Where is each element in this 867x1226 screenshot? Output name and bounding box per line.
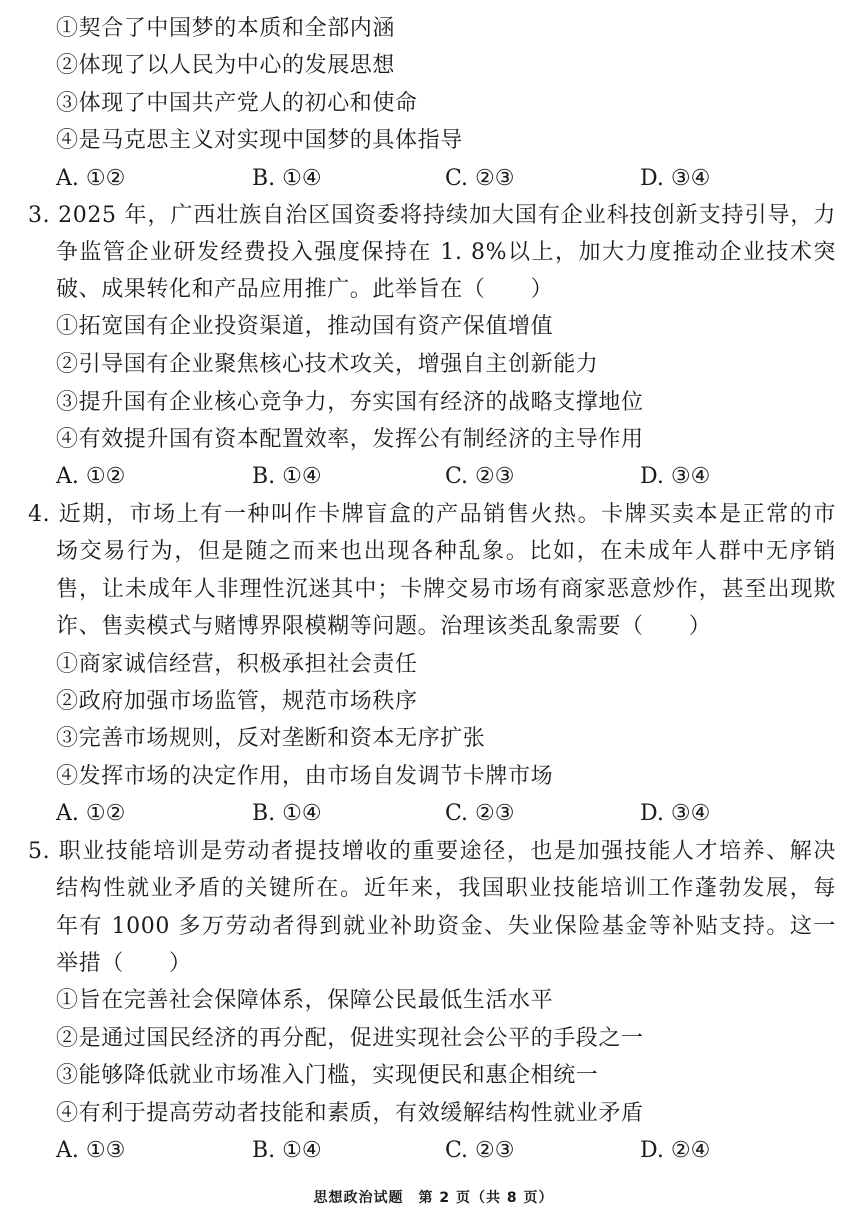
q5-item-3: ③能够降低就业市场准入门槛，实现便民和惠企相统一: [56, 1063, 599, 1088]
q5-option-d: D. ②④: [640, 1138, 711, 1163]
q4-option-a: A. ①②: [56, 801, 126, 826]
q5-item-1: ①旨在完善社会保障体系，保障公民最低生活水平: [56, 988, 554, 1013]
q3-option-c: C. ②③: [445, 464, 515, 489]
q4-stem-line-3: 售，让未成年人非理性沉迷其中；卡牌交易市场有商家恶意炒作，甚至出现欺: [56, 577, 836, 602]
q4-item-3: ③完善市场规则，反对垄断和资本无序扩张: [56, 726, 486, 751]
q5-item-2: ②是通过国民经济的再分配，促进实现社会公平的手段之一: [56, 1026, 644, 1051]
q5-option-a: A. ①③: [56, 1138, 126, 1163]
q3-item-3: ③提升国有企业核心竞争力，夯实国有经济的战略支撑地位: [56, 390, 644, 415]
q3-option-a: A. ①②: [56, 464, 126, 489]
q3-stem-line-3: 破、成果转化和产品应用推广。此举旨在（ ）: [56, 277, 554, 302]
q4-item-4: ④发挥市场的决定作用，由市场自发调节卡牌市场: [56, 764, 554, 789]
q3-stem-line-1: 3. 2025 年，广西壮族自治区国资委将持续加大国有企业科技创新支持引导，力: [28, 203, 836, 228]
q4-stem-line-2: 场交易行为，但是随之而来也出现各种乱象。比如，在未成年人群中无序销: [56, 539, 836, 564]
q4-item-1: ①商家诚信经营，积极承担社会责任: [56, 652, 418, 677]
q3-item-4: ④有效提升国有资本配置效率，发挥公有制经济的主导作用: [56, 427, 644, 452]
q3-stem-line-2: 争监管企业研发经费投入强度保持在 1. 8%以上，加大力度推动企业技术突: [56, 240, 836, 265]
q2-item-4: ④是马克思主义对实现中国梦的具体指导: [56, 128, 463, 153]
q4-option-c: C. ②③: [445, 801, 515, 826]
q3-option-b: B. ①④: [252, 464, 322, 489]
q5-option-b: B. ①④: [252, 1138, 322, 1163]
q2-option-a: A. ①②: [56, 166, 126, 191]
q4-option-b: B. ①④: [252, 801, 322, 826]
q5-stem-line-2: 结构性就业矛盾的关键所在。近年来，我国职业技能培训工作蓬勃发展，每: [56, 876, 836, 901]
q4-stem-line-1: 4. 近期，市场上有一种叫作卡牌盲盒的产品销售火热。卡牌买卖本是正常的市: [28, 502, 836, 527]
q2-option-d: D. ③④: [640, 166, 711, 191]
q4-stem-line-4: 诈、售卖模式与赌博界限模糊等问题。治理该类乱象需要（ ）: [56, 614, 712, 639]
q3-item-1: ①拓宽国有企业投资渠道，推动国有资产保值增值: [56, 314, 554, 339]
q2-item-1: ①契合了中国梦的本质和全部内涵: [56, 16, 396, 41]
q5-item-4: ④有利于提高劳动者技能和素质，有效缓解结构性就业矛盾: [56, 1101, 644, 1126]
q3-option-d: D. ③④: [640, 464, 711, 489]
q5-stem-line-4: 举措（ ）: [56, 951, 192, 976]
q3-options: [56, 462, 836, 492]
q5-stem-line-1: 5. 职业技能培训是劳动者提技增收的重要途径，也是加强技能人才培养、解决: [28, 839, 836, 864]
q4-options: [56, 799, 836, 829]
q2-item-2: ②体现了以人民为中心的发展思想: [56, 53, 396, 78]
q5-options: [56, 1136, 836, 1166]
q2-item-3: ③体现了中国共产党人的初心和使命: [56, 91, 418, 116]
q2-option-c: C. ②③: [445, 166, 515, 191]
q2-options: [56, 164, 836, 194]
page-footer: 思想政治试题 第 2 页（共 8 页）: [313, 1190, 554, 1206]
q3-item-2: ②引导国有企业聚焦核心技术攻关，增强自主创新能力: [56, 352, 599, 377]
q4-item-2: ②政府加强市场监管，规范市场秩序: [56, 689, 418, 714]
q2-option-b: B. ①④: [252, 166, 322, 191]
q4-option-d: D. ③④: [640, 801, 711, 826]
q5-stem-line-3: 年有 1000 多万劳动者得到就业补助资金、失业保险基金等补贴支持。这一: [56, 914, 836, 939]
q5-option-c: C. ②③: [445, 1138, 515, 1163]
